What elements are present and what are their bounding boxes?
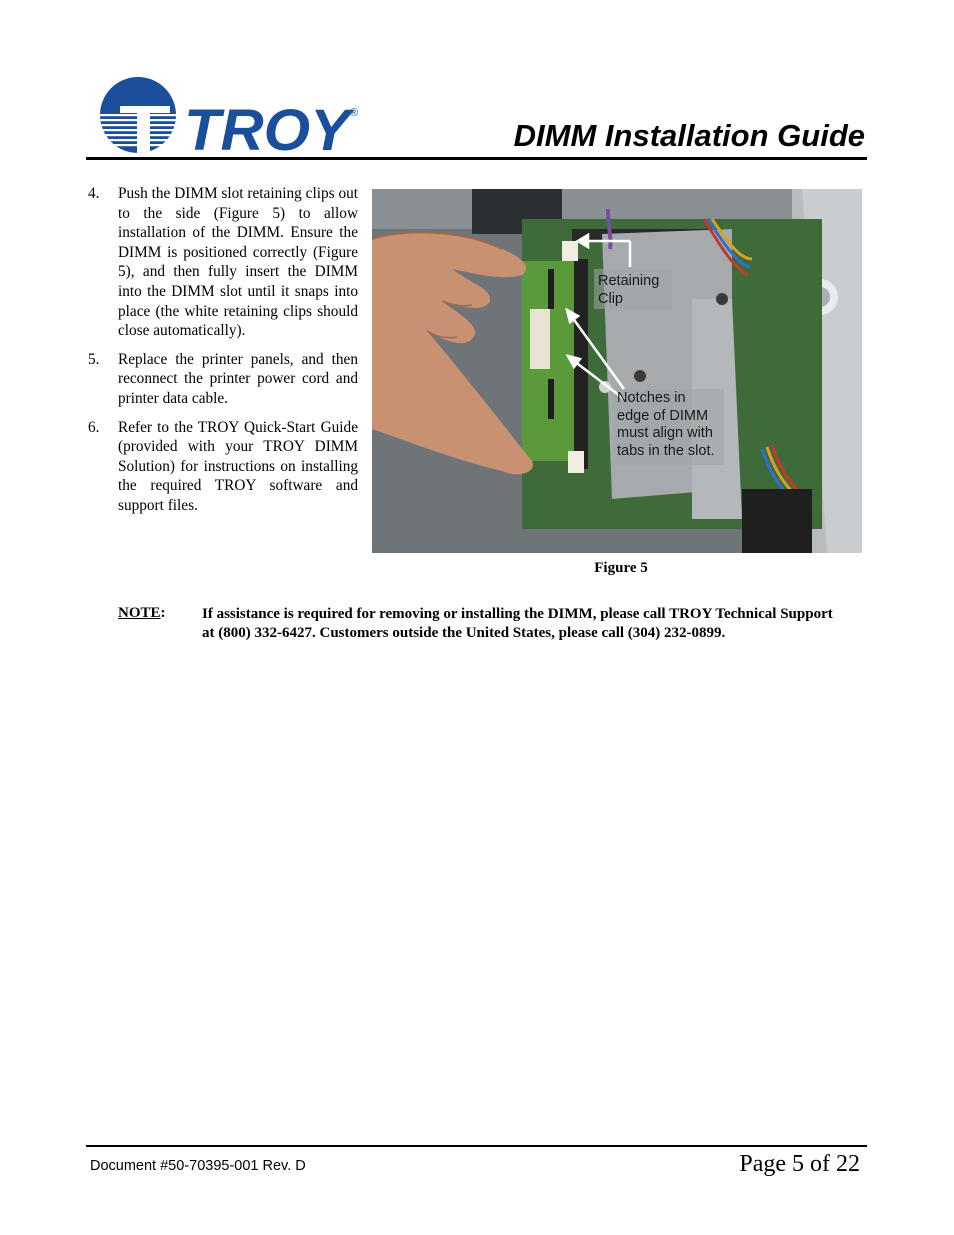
notches-label bbox=[617, 390, 715, 460]
header-rule bbox=[86, 157, 867, 160]
document-number: Document #50-70395-001 Rev. D bbox=[90, 1158, 306, 1174]
registered-mark: ® bbox=[350, 107, 359, 119]
logo-wordmark: TROY bbox=[184, 98, 356, 156]
step-number: 6. bbox=[88, 418, 100, 436]
retaining-clip-label bbox=[598, 273, 659, 308]
figure-5-photo bbox=[372, 189, 862, 553]
step-item bbox=[88, 418, 358, 516]
step-text: Replace the printer panels, and then reconnect the printer power cord and printer data cable. bbox=[118, 350, 358, 407]
step-item bbox=[88, 350, 358, 409]
note-label-colon: : bbox=[160, 605, 166, 621]
label-line: Retaining bbox=[598, 273, 660, 289]
step-number: 5. bbox=[88, 350, 100, 368]
note-label bbox=[118, 605, 166, 622]
label-line: Clip bbox=[598, 290, 623, 307]
note-text: If assistance is required for removing or installing the DIMM, please call TROY Technical Support at (800) 332-6427. Customers outside the United States, please call (304) 232-0899. bbox=[202, 606, 833, 641]
step-number: 4. bbox=[88, 185, 100, 202]
step-item bbox=[88, 184, 358, 341]
document-title: DIMM Installation Guide bbox=[513, 118, 865, 153]
label-line: edge of DIMM bbox=[617, 407, 709, 424]
label-line: tabs in the slot. bbox=[617, 442, 715, 459]
label-line: must align with bbox=[617, 425, 713, 441]
dimm-installation-photo bbox=[372, 189, 862, 553]
page-number: Page 5 of 22 bbox=[739, 1151, 860, 1177]
label-line: Notches in bbox=[617, 390, 686, 406]
step-text: Push the DIMM slot retaining clips out to the side (Figure 5) to allow installation of the DIMM. Ensure the DIMM is positioned correctly (Figure 5), and then fully insert the DIMM into the DIMM slot until it snaps into place (the white retaining clips should close automatically). bbox=[118, 185, 358, 340]
figure-caption: Figure 5 bbox=[594, 560, 648, 576]
footer-rule bbox=[86, 1145, 867, 1147]
note-label-text: NOTE bbox=[118, 605, 161, 621]
step-list bbox=[88, 184, 358, 525]
step-text: Refer to the TROY Quick-Start Guide (provided with your TROY DIMM Solution) for instructions on installing the required TROY software and support files. bbox=[118, 418, 358, 514]
troy-logo bbox=[100, 74, 362, 156]
